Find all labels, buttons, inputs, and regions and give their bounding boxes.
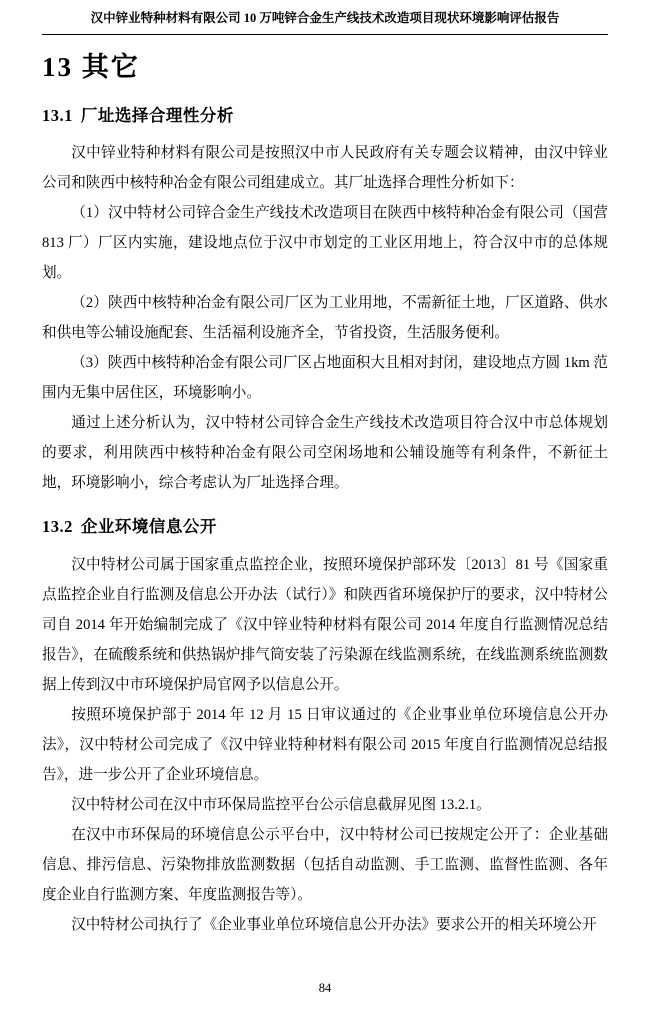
paragraph: 通过上述分析认为，汉中特材公司锌合金生产线技术改造项目符合汉中市总体规划的要求，利用陕西中核特种冶金有限公司空闲场地和公辅设施等有利条件，不新征土地，环境影响小，综合考虑认为厂址选择合理。 <box>42 415 608 492</box>
paragraph: （2）陕西中核特种冶金有限公司厂区为工业用地，不需新征土地，厂区道路、供水和供电等公辅设施配套、生活福利设施齐全，节省投资，生活服务便利。 <box>42 295 608 342</box>
paragraph: 汉中特材公司执行了《企业事业单位环境信息公开办法》要求公开的相关环境公开 <box>71 916 597 933</box>
paragraph: 汉中锌业特种材料有限公司是按照汉中市人民政府有关专题会议精神，由汉中锌业公司和陕西中核特种冶金有限公司组建成立。其厂址选择合理性分析如下： <box>42 145 608 192</box>
paragraph: 汉中特材公司在汉中市环保局监控平台公示信息截屏见图 13.2.1。 <box>71 796 491 813</box>
paragraph: （1）汉中特材公司锌合金生产线技术改造项目在陕西中核特种冶金有限公司（国营 813 厂）厂区内实施，建设地点位于汉中市划定的工业区用地上，符合汉中市的总体规划。 <box>42 205 608 282</box>
header-divider <box>42 34 608 35</box>
running-header: 汉中锌业特种材料有限公司 10 万吨锌合金生产线技术改造项目现状环境影响评估报告 <box>90 11 560 25</box>
section-number-13-2: 13.2 <box>42 517 73 537</box>
page-title: 13 其它 <box>42 51 140 82</box>
section-heading-13-2 <box>42 516 608 537</box>
section-title-13-2: 企业环境信息公开 <box>80 517 217 537</box>
section-title-13-1: 厂址选择合理性分析 <box>80 105 234 125</box>
page-number: 84 <box>318 981 332 995</box>
paragraph: 按照环境保护部于 2014 年 12 月 15 日审议通过的《企业事业单位环境信息公开办法》，汉中特材公司完成了《汉中锌业特种材料有限公司 2015 年度自行监测情况总结报告》，进一步公开了企业环境信息。 <box>42 706 608 783</box>
paragraph: 在汉中市环保局的环境信息公示平台中，汉中特材公司已按规定公开了：企业基础信息、排污信息、污染物排放监测数据（包括自动监测、手工监测、监督性监测、各年度企业自行监测方案、年度监测报告等）。 <box>42 826 608 903</box>
section-heading-13-1 <box>42 105 608 126</box>
paragraph: 汉中特材公司属于国家重点监控企业，按照环境保护部环发〔2013〕81 号《国家重点监控企业自行监测及信息公开办法（试行）》和陕西省环境保护厅的要求，汉中特材公司自 2014 年开始编制完成了《汉中锌业特种材料有限公司 2014 年度自行监测情况总结报告》，在硫酸系统和供热锅炉排气筒安装了污染源在线监测系统，在线监测系统监测数据上传到汉中市环境保护局官网予以信息公开。 <box>42 556 608 693</box>
paragraph: （3）陕西中核特种冶金有限公司厂区占地面积大且相对封闭，建设地点方圆 1km 范围内无集中居住区，环境影响小。 <box>42 355 608 402</box>
section-number-13-1: 13.1 <box>42 105 73 125</box>
